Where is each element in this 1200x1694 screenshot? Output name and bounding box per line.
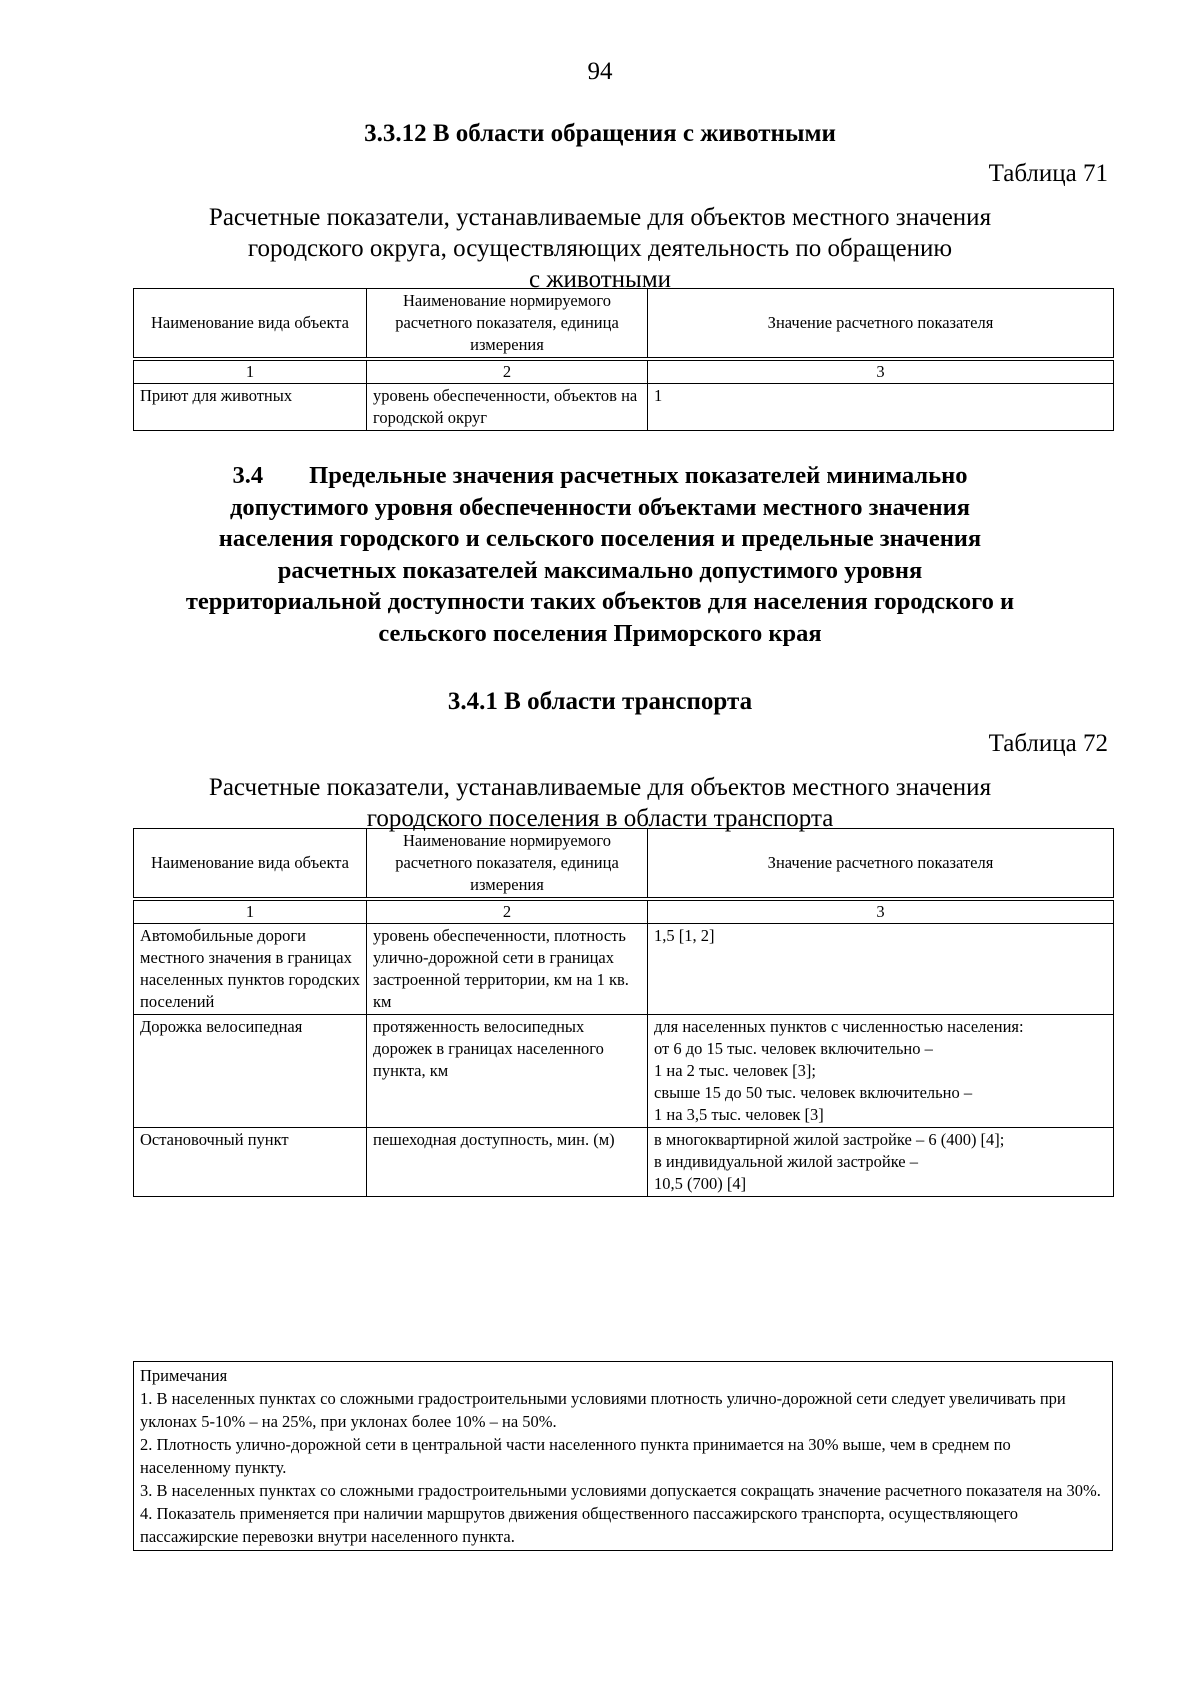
header-value: Значение расчетного показателя [648,289,1114,358]
caption-line: с животными [528,266,672,293]
section-number: 3.4 [232,462,264,489]
section-3-4-1-heading: 3.4.1 В области транспорта [447,688,753,715]
column-number: 3 [648,901,1114,924]
object-type-cell: Приют для животных [134,384,367,431]
indicator-cell: пешеходная доступность, мин. (м) [367,1128,648,1197]
column-number: 3 [648,361,1114,384]
value-line: от 6 до 15 тыс. человек включительно – [654,1039,933,1058]
table-72 [133,828,1114,1197]
header-value: Значение расчетного показателя [648,829,1114,898]
value-cell: 1 [648,384,1114,431]
section-3-4-heading [120,460,1080,649]
table-72-notes [133,1361,1113,1551]
object-type-cell: Остановочный пункт [134,1128,367,1197]
table-72-label: Таблица 72 [988,730,1108,757]
value-line: 1,5 [1, 2] [654,926,715,945]
value-line: 1 на 3,5 тыс. человек [3] [654,1105,824,1124]
object-type-cell: Дорожка велосипедная [134,1015,367,1128]
value-line: в многоквартирной жилой застройке – 6 (400) [4]; [654,1130,1005,1149]
indicator-cell: уровень обеспеченности, плотность улично-дорожной сети в границах застроенной территории, км на 1 кв. км [367,924,648,1015]
note-item: 1. В населенных пунктах со сложными градостроительными условиями плотность улично-дорожной сети следует увеличивать при уклонах 5-10% – на 25%, при уклонах более 10% – на 50%. [140,1389,1066,1431]
column-numbers-row [134,901,1114,924]
heading-line: расчетных показателей максимально допустимого уровня [277,556,923,584]
caption-line: Расчетные показатели, устанавливаемые для объектов местного значения [208,204,992,231]
value-line: 1 на 2 тыс. человек [3]; [654,1061,816,1080]
column-number: 2 [367,901,648,924]
heading-line: допустимого уровня обеспеченности объектами местного значения [229,493,971,521]
table-row [134,1128,1114,1197]
header-indicator: Наименование нормируемого расчетного показателя, единица измерения [367,289,648,358]
table-72-caption [120,772,1080,834]
section-3-3-12-heading: 3.3.12 В области обращения с животными [364,120,836,147]
heading-line: населения городского и сельского поселения и предельные значения [218,525,982,552]
header-object-type: Наименование вида объекта [134,829,367,898]
column-number: 1 [134,361,367,384]
note-item: 3. В населенных пунктах со сложными градостроительными условиями допускается сокращать значение расчетного показателя на 30%. [140,1481,1101,1500]
table-header-row [134,829,1114,898]
indicator-cell: протяженность велосипедных дорожек в границах населенного пункта, км [367,1015,648,1128]
table-71 [133,288,1114,431]
value-line: 10,5 (700) [4] [654,1174,747,1193]
value-line: свыше 15 до 50 тыс. человек включительно – [654,1083,973,1102]
note-item: 4. Показатель применяется при наличии маршрутов движения общественного пассажирского транспорта, осуществляющего пассажирские перевозки внутри населенного пункта. [140,1504,1019,1546]
caption-line: городского поселения в области транспорта [366,805,834,832]
column-number: 2 [367,361,648,384]
object-type-cell: Автомобильные дороги местного значения в границах населенных пунктов городских поселений [134,924,367,1015]
heading-line: сельского поселения Приморского края [378,619,822,647]
heading-line [120,460,1080,492]
caption-line: Расчетные показатели, устанавливаемые для объектов местного значения [208,774,992,801]
notes-title: Примечания [140,1366,228,1385]
table-71-caption [120,202,1080,295]
value-cell [648,1015,1114,1128]
table-row [134,1015,1114,1128]
column-number: 1 [134,901,367,924]
column-numbers-row [134,361,1114,384]
value-cell [648,924,1114,1015]
indicator-cell: уровень обеспеченности, объектов на городской округ [367,384,648,431]
header-object-type: Наименование вида объекта [134,289,367,358]
table-row [134,924,1114,1015]
heading-line: территориальной доступности таких объектов для населения городского и [185,588,1015,615]
caption-line: городского округа, осуществляющих деятельность по обращению [247,235,953,262]
value-line: для населенных пунктов с численностью населения: [654,1017,1024,1036]
heading-text: Предельные значения расчетных показателей минимально [309,462,968,489]
note-item: 2. Плотность улично-дорожной сети в центральной части населенного пункта принимается на 30% выше, чем в среднем по населенному пункту. [140,1435,1011,1477]
table-71-label: Таблица 71 [988,160,1108,187]
table-header-row [134,289,1114,358]
table-row [134,384,1114,431]
value-line: в индивидуальной жилой застройке – [654,1152,918,1171]
header-indicator: Наименование нормируемого расчетного показателя, единица измерения [367,829,648,898]
value-cell [648,1128,1114,1197]
page-number: 94 [587,58,613,85]
